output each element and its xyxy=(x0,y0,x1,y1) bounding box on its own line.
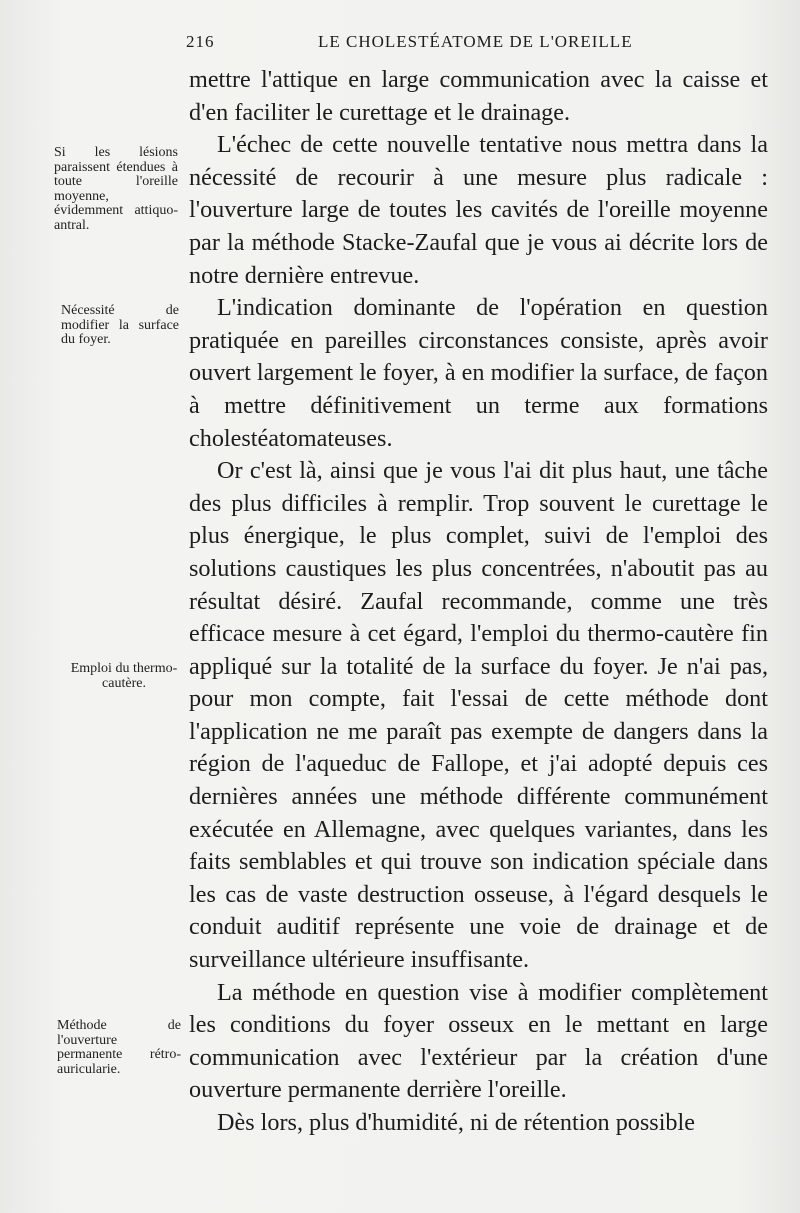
paragraph: mettre l'attique en large communication avec la caisse et d'en faciliter le curettage et le drainage. xyxy=(189,66,768,126)
marginal-note: Nécessité de modifier la surface du foyer. xyxy=(61,303,179,347)
body-text xyxy=(189,64,768,1140)
paragraph: Dès lors, plus d'humidité, ni de rétention possible xyxy=(217,1109,695,1136)
marginal-note: Méthode de l'ouverture permanente rétro-auricularie. xyxy=(57,1018,181,1077)
page-number: 216 xyxy=(186,32,215,51)
running-title: LE CHOLESTÉATOME DE L'OREILLE xyxy=(318,32,633,51)
marginal-note: Emploi du thermo-cautère. xyxy=(70,661,178,691)
paragraph: La méthode en question vise à modifier complètement les conditions du foyer osseux en le mettant en large communication avec l'extérieur par la création d'une ouverture permanente derrière l'oreille. xyxy=(189,978,768,1104)
paragraph: L'indication dominante de l'opération en question pratiquée en pareilles circonstances consiste, après avoir ouvert largement le foyer, à en modifier la surface, de façon à mettre définitivement un terme aux formations cholestéatomateuses. xyxy=(189,294,768,452)
page-header xyxy=(0,30,800,54)
marginal-note: Si les lésions paraissent étendues à toute l'oreille moyenne, évidemment attiquo-antral. xyxy=(54,145,178,233)
paragraph: L'échec de cette nouvelle tentative nous mettra dans la nécessité de recourir à une mesure plus radicale : l'ouverture large de toutes les cavités de l'oreille moyenne par la méthode Stacke-Zaufal que je vous ai décrite lors de notre dernière entrevue. xyxy=(189,131,768,289)
paragraph: Or c'est là, ainsi que je vous l'ai dit plus haut, une tâche des plus difficiles à remplir. Trop souvent le curettage le plus énergique, le plus complet, suivi de l'emploi des solutions caustiques les plus concentrées, n'aboutit pas au résultat désiré. Zaufal recommande, comme une très efficace mesure à cet égard, l'emploi du thermo-cautère fin appliqué sur la totalité de la surface du foyer. Je n'ai pas, pour mon compte, fait l'essai de cette méthode dont l'application ne me paraît pas exempte de dangers dans la région de l'aqueduc de Fallope, et j'ai adopté depuis ces dernières années une méthode différente communément exécutée en Allemagne, avec quelques variantes, dans les faits semblables et qui trouve son indication spéciale dans les cas de vaste destruction osseuse, à l'égard desquels le conduit auditif représente une voie de drainage et de surveillance ultérieure insuffisante. xyxy=(189,457,768,974)
